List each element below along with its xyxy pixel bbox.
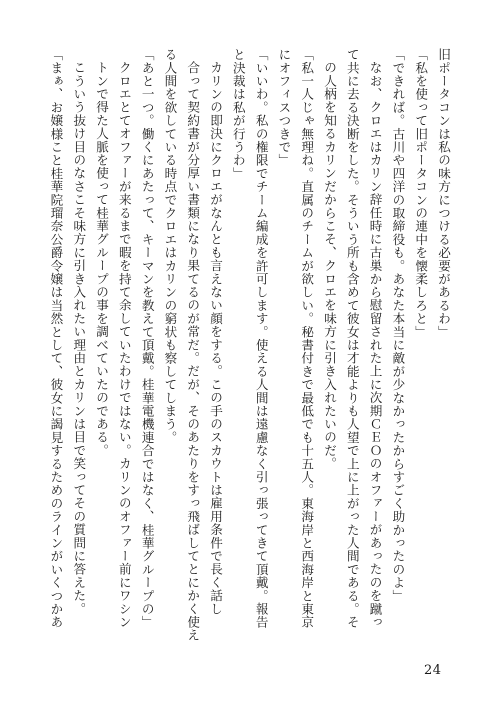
text-line: カリンの即決にクロエがなんとも言えない顔をする。この手のスカウトは雇用条件で長く話し xyxy=(208,60,224,615)
text-line: の人柄を知るカリンだからこそ、クロエを味方に引き入れたいのだ。 xyxy=(322,60,338,470)
text-line: 合って契約書が分厚い書類になり果てるのが常だ。だが、そのあたりをすっ飛ばしてとにかく使え xyxy=(185,60,201,642)
text-line: にオフィスつきで」 xyxy=(276,48,292,167)
text-line: 旧ポータコンは私の味方につける必要があるわ」 xyxy=(436,48,451,339)
text-line: 「まぁ、お嬢様こと桂華院瑠奈公爵令嬢は当然として、彼女に謁見するためのラインがいくつかあ xyxy=(48,48,64,629)
text-line: 「私を使って旧ポータコンの連中を懐柔しろと」 xyxy=(413,48,429,339)
text-line: 「できれば。古川や四洋の取締役も。あなた本当に敵が少なかったからすごく助かったのよ」 xyxy=(390,48,406,603)
text-line: 「あと一つ。働くにあたって、キーマンを教えて頂戴。桂華電機連合ではなく、桂華グループの」 xyxy=(139,48,155,629)
vertical-text-block xyxy=(44,48,454,648)
text-line: と決裁は私が行うわ」 xyxy=(230,48,246,180)
page-number: 24 xyxy=(424,663,442,678)
text-line: クロエとてオファーが来るまで暇を持て余していたわけではない。カリンのオファー前にワシン xyxy=(116,60,132,629)
text-line: て共に去る決断をした。そういう所も含めて彼女は才能よりも人望で上に上がった人間である。そ xyxy=(344,48,360,629)
text-line: る人間を欲している時点でクロエはカリンの窮状も察してしまう。 xyxy=(162,48,178,444)
text-line: 「私一人じゃ無理ね。直属のチームが欲しい。秘書付きで最低でも十五人。東海岸と西海岸と東京 xyxy=(299,48,315,629)
text-line: トンで得た人脈を使って桂華グループの事を調べていたのである。 xyxy=(94,60,110,457)
text-line: なお、クロエはカリン辞任時に古巣から慰留された上に次期ＣＥＯのオファーがあったのを蹴っ xyxy=(367,60,383,629)
text-line: こういう抜け目のなさこそ味方に引き入れたい理由とカリンは目で笑ってその質問に答えた。 xyxy=(71,60,87,615)
text-line: 「いいわ。私の権限でチーム編成を許可します。使える人間は遠慮なく引っ張ってきて頂戴。報告 xyxy=(253,48,269,629)
